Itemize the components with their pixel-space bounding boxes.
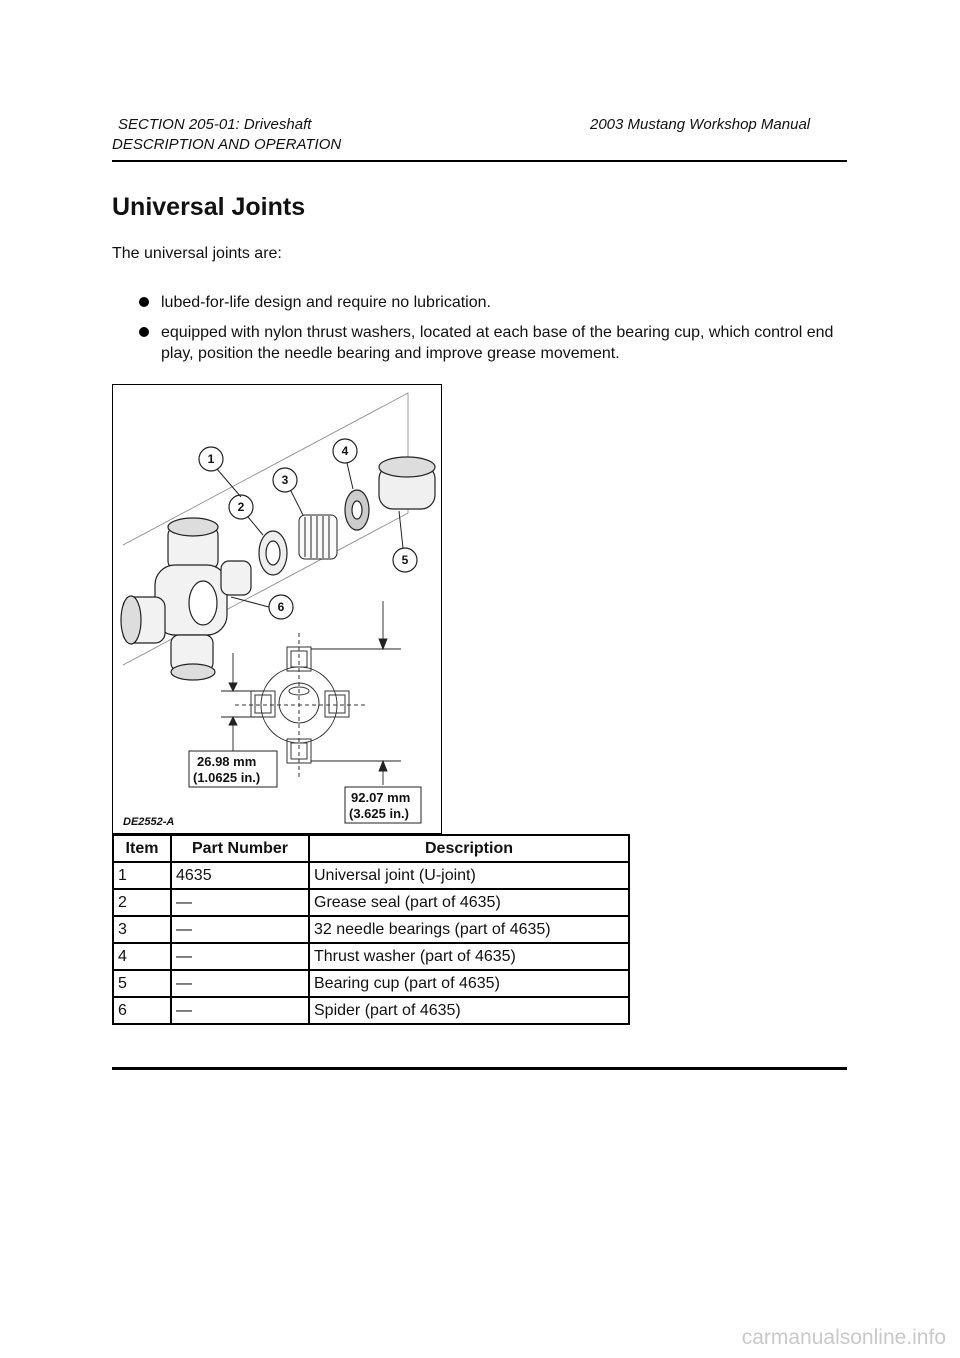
cell-part-number: — [171,970,309,997]
cell-item: 1 [113,862,171,889]
callout-6: 6 [277,600,285,614]
page-title: Universal Joints [112,193,306,221]
bullet-icon [139,327,149,337]
bullet-icon [139,297,149,307]
table-row [113,889,629,916]
bullet-item [138,292,848,313]
table-row [113,943,629,970]
cell-description: Spider (part of 4635) [309,997,629,1024]
u-joint-illustration [112,384,442,834]
cell-item: 6 [113,997,171,1024]
table-row [113,862,629,889]
parts-table [112,834,630,1025]
table-header-row [113,835,629,862]
cell-description: 32 needle bearings (part of 4635) [309,916,629,943]
header-subsection: DESCRIPTION AND OPERATION [112,136,342,153]
figure-id: DE2552-A [123,816,175,828]
cell-part-number: — [171,889,309,916]
cell-description: Universal joint (U-joint) [309,862,629,889]
callout-1: 1 [207,452,215,466]
dim-92-in: (3.625 in.) [349,806,409,821]
col-header-part-number: Part Number [171,835,309,862]
dim-26-mm: 26.98 mm [197,754,257,769]
bullet-item [138,322,848,364]
footer-rule [112,1067,847,1070]
grease-seal-drawing [259,531,287,575]
dim-26-in: (1.0625 in.) [193,770,261,785]
cell-description: Bearing cup (part of 4635) [309,970,629,997]
cell-part-number: — [171,997,309,1024]
cell-description: Thrust washer (part of 4635) [309,943,629,970]
col-header-description: Description [309,835,629,862]
table-row [113,916,629,943]
table-row [113,997,629,1024]
header-manual-title: 2003 Mustang Workshop Manual [590,116,811,133]
cell-description: Grease seal (part of 4635) [309,889,629,916]
dim-92-mm: 92.07 mm [351,790,411,805]
cell-part-number: 4635 [171,862,309,889]
callout-5: 5 [401,553,409,567]
intro-text: The universal joints are: [112,245,282,262]
cell-item: 4 [113,943,171,970]
cell-part-number: — [171,916,309,943]
thrust-washer-drawing [345,490,369,530]
needle-bearings-drawing [299,515,337,559]
callout-2: 2 [237,500,245,514]
cell-item: 3 [113,916,171,943]
cell-item: 5 [113,970,171,997]
table-row [113,970,629,997]
bullet-text: lubed-for-life design and require no lubrication. [161,294,491,311]
cell-item: 2 [113,889,171,916]
callout-3: 3 [281,473,289,487]
bullet-list [138,292,848,373]
cell-part-number: — [171,943,309,970]
col-header-item: Item [113,835,171,862]
watermark: carmanualsonline.info [741,1326,946,1349]
bullet-text: equipped with nylon thrust washers, located at each base of the bearing cup, which control end play, position the needle bearing and improve grease movement. [161,324,834,362]
header-section: SECTION 205-01: Driveshaft [118,116,312,133]
bearing-cup-drawing [379,457,435,509]
callout-4: 4 [341,444,349,458]
header-rule [112,160,847,162]
